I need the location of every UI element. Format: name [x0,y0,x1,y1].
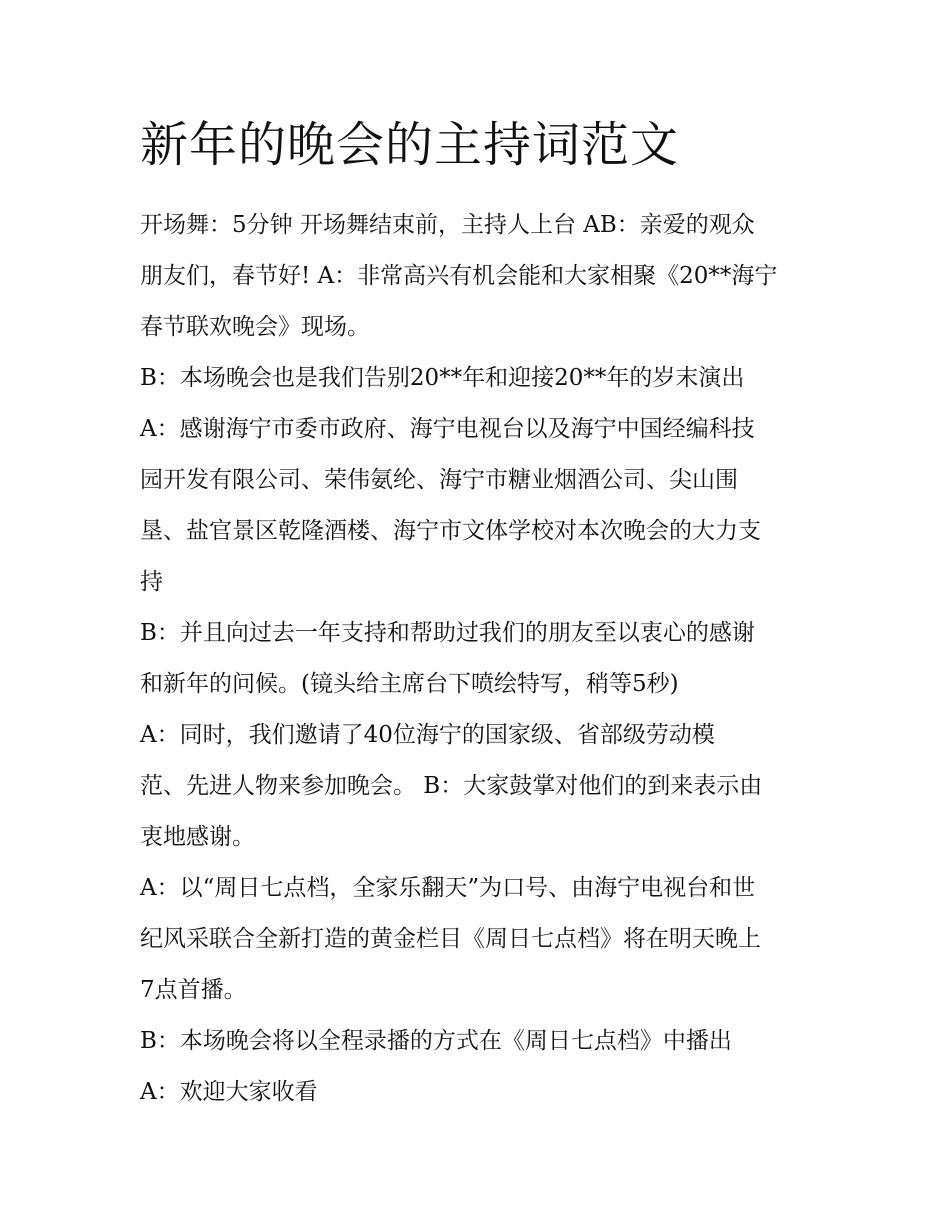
document-page [140,112,820,1118]
paragraph-thanks-friends [140,608,820,710]
document-title: 新年的晚会的主持词范文 [140,117,680,173]
paragraph-opening [140,200,820,353]
paragraph-line: 朋友们，春节好! A：非常高兴有机会能和大家相聚《20**海宁 [140,263,778,289]
paragraph-line: B：并且向过去一年支持和帮助过我们的朋友至以衷心的感谢 [140,620,755,646]
document-body [140,200,820,1118]
paragraph-tv-program [140,863,820,1016]
paragraph-broadcast [140,1016,820,1067]
paragraph-line: 衷地感谢。 [140,824,255,850]
paragraph-line: 春节联欢晚会》现场。 [140,314,370,340]
paragraph-line: 纪风采联合全新打造的黄金栏目《周日七点档》将在明天晚上 [140,926,761,952]
paragraph-line: A：同时，我们邀请了40位海宁的国家级、省部级劳动模 [140,722,715,748]
paragraph-line: A：以“周日七点档，全家乐翻天”为口号、由海宁电视台和世 [140,875,756,901]
paragraph-line: B：本场晚会将以全程录播的方式在《周日七点档》中播出 [140,1028,732,1054]
paragraph-line: 和新年的问候。(镜头给主席台下喷绘特写，稍等5秒) [140,671,679,697]
paragraph-line: 垦、盐官景区乾隆酒楼、海宁市文体学校对本次晚会的大力支 [140,518,761,544]
paragraph-line: 持 [140,569,163,595]
paragraph-thanks-sponsors [140,404,820,608]
paragraph-farewell [140,353,820,404]
paragraph-line: 园开发有限公司、荣伟氨纶、海宁市糖业烟酒公司、尖山围 [140,467,738,493]
paragraph-line: A：感谢海宁市委市政府、海宁电视台以及海宁中国经编科技 [140,416,755,442]
paragraph-line: 开场舞：5分钟 开场舞结束前，主持人上台 AB：亲爱的观众 [140,212,755,238]
paragraph-closing [140,1067,820,1118]
paragraph-line: 7点首播。 [140,977,247,1003]
paragraph-model-workers [140,710,820,863]
paragraph-line: B：本场晚会也是我们告别20**年和迎接20**年的岁末演出 [140,365,745,391]
paragraph-line: 范、先进人物来参加晚会。 B：大家鼓掌对他们的到来表示由 [140,773,763,799]
paragraph-line: A：欢迎大家收看 [140,1079,318,1105]
